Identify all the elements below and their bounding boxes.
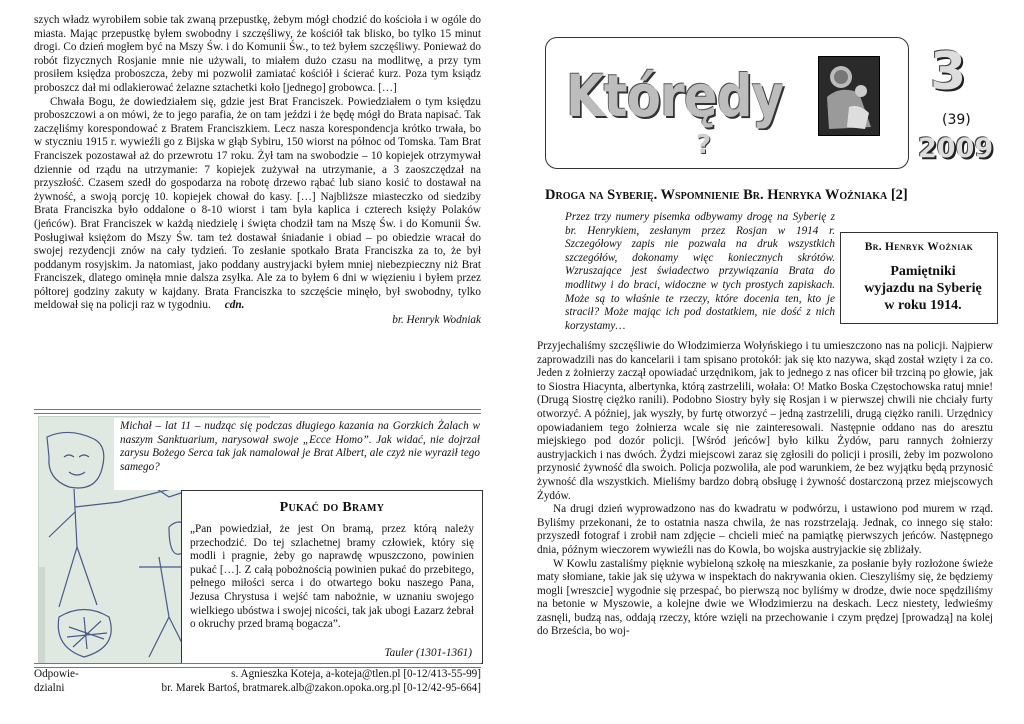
madonna-icon	[819, 57, 879, 135]
article-title: Droga na Syberię. Wspomnienie Br. Henryka Woźniaka [2]	[545, 187, 908, 203]
continued-mark: cdn.	[224, 299, 245, 312]
left-paragraph-2: Chwała Bogu, że dowiedziałem się, gdzie jest Brat Franciszek. Powiedziałem o tym księdzu proboszczowi a on mówi, że to jego parafia, że on tam jeździ i że będę mógł do Brata napisać. Tak zaczęliśmy korespondować z Bratem Franciszkiem. Lecz nasza korespondencja krótko trwała, bo w styczniu 1915 r. wywieźli go z Bijska w głąb Sybiru, 150 wiorst na północ od Tomska. Tam Brat Franciszek pozostawał aż do przewrotu 17 roku. Żył tam na swobodzie – 10 kopiejek otrzymywał dziennie od rządu na utrzymanie: 7 kopiejek zużywał na utrzymanie, a 3 zaoszczędzał na przyszłość. Czasem szedł do gospodarza na robotę drzewo rąbać lub siano kosić to dostawał na żywność, a swoją porcję 10. kopiejek chował do kasy. […] Najbliższe miasteczko od siedziby Brata Franciszka było oddalone o 8-10 wiorst i tam była kaplica i czterech księży Polaków (jeńców). Brat Franciszek w każdą niedzielę i święta chodził tam na Mszę Św. i do Komunii Św. Posługiwał księżom do Mszy Św. tam też dostawał śniadanie i obiad – po obiedzie wracał do swojej rezydencji znów na cały tydzień. To zesłanie spotkało Brata Franciszka za to, że był poddanym rosyjskim. Ja natomiast, jako poddany austryjacki byłem mniej niebezpieczny niż Brat Franciszek, dlatego ominęła mnie dalsza zsyłka. Ale za to byłem 6 dni w więzieniu i byłem przez półtorej godziny zakuty w kajdany. Brata Franciszka to szczęście minęło, był swobodny, tylko meldował się na policji raz w tygodniu. cdn.	[34, 95, 481, 312]
masthead-question-mark: ?	[696, 130, 712, 160]
quote-box-author: Tauler (1301-1361)	[384, 647, 472, 659]
masthead	[545, 37, 909, 169]
article-paragraph-3: W Kowlu zastaliśmy pięknie wybieloną szkołę na mieszkanie, za posłanie były rozłożone świeże maty słomiane, takie jak się używa w inspektach do nakrywania okien. Cieszyliśmy się, że będziemy mogli [wreszcie] wygodnie się przespać, bo pierwszą noc byliśmy w drodze, dwie noce spędziliśmy na betonie w Myszowie, a kolejne dwie we Włodzimierzu na deskach. Lecz niestety, ledwieśmy zasnęli, budzą nas, oddają rzeczy, które wzięli na przechowanie i czym prędzej [prowadzą] na kolej do Brześcia, bo woj-	[537, 557, 993, 638]
footer-label-1: Odpowie-	[34, 668, 79, 680]
quote-box	[181, 490, 483, 664]
article-paragraph-2: Na drugi dzień wyprowadzono nas do kwadratu w podwórzu, i ustawiono pod murem w rząd. Byliśmy przekonani, że to ostatnia nasza chwila, że nas rozstrzelają. Jednak, co innego się stało: przyszedł fotograf i zrobił nam zdjęcie – chcieli mieć na pamiątkę pierwszych jeńców. Następnego dnia, późnym wieczorem wywieźli nas do Kowla, bo wojska austryjackie się zbliżały.	[537, 503, 993, 556]
footer-label-2: dzialni	[34, 682, 65, 694]
left-article-text	[34, 14, 481, 328]
memoir-title-line-2: wyjazdu na Syberię	[864, 281, 982, 296]
masthead-title: Którędy	[566, 62, 784, 130]
left-paragraph-1: szych władz wyrobiłem sobie tak zwaną przepustkę, żebym mógł chodzić do kościoła i w ogóle do miasta. Mając przepustkę byłem swobodny i szczęśliwy, że kościół tak blisko, bo tylko 15 minut drogi. Co dzień mogłem być na Mszy Św. i do Komunii Św., to też byłem szczęśliwy. Ponieważ do robót fizycznych Rosjanie mnie nie używali, to miałem dużo czasu na modlitwę, a przy tym prosiłem księdza proboszcza, żeby mi pozwolił zamiatać kościół i ścierać kurz. Poza tym ksiądz proboszcz dał mi odlakierować żelazne sztachetki koło [jednego] grobowca. […]	[34, 14, 481, 94]
article-intro: Przez trzy numery pisemka odbywamy drogę na Syberię z br. Henrykiem, zesłanym przez Rosjan w 1914 r. Szczegółowy zapis nie pozwala na druk wszystkich szczegółów, dokonamy więc koniecznych skrótów. Wzruszające jest świadectwo przywiązania Brata do modlitwy i do braci, widoczne w tych prostych zapiskach. Może są to właśnie te rzeczy, które docenia ten, kto je stracił? Może mając ich pod dostatkiem, nie dość z nich korzystamy…	[565, 211, 835, 332]
quote-box-title: Pukać do Bramy	[279, 500, 385, 515]
drawing-caption: Michał – lat 11 – nudząc się podczas długiego kazania na Gorzkich Żalach w naszym Sanktuarium, narysował swoje „Ecce Homo”. Jak widać, nie dojrzał zarysu Bożego Serca tak jak namalował je Brat Albert, ale czyż nie wyraził tego samego?	[120, 420, 480, 473]
memoir-title-line-3: w roku 1914.	[884, 298, 962, 313]
footer-contact-1: s. Agnieszka Koteja, a-koteja@tlen.pl [0-12/413-55-99]	[231, 668, 481, 680]
memoir-title-line-1: Pamiętniki	[890, 264, 956, 279]
footer-contact-2: br. Marek Bartoś, bratmarek.alb@zakon.opoka.org.pl [0-12/42-95-664]	[161, 682, 481, 694]
memoir-author: Br. Henryk Woźniak	[864, 241, 974, 253]
issue-cumulative-number: (39)	[942, 112, 971, 128]
quote-box-text: „Pan powiedział, że jest On bramą, przez którą należy przechodzić. Do tej szlachetnej bramy człowiek, który się modli i pragnie, żeby go naprawdę wpuszczono, powinien pukać […]. Z całą pobożnością powinien pukać do przebitego, pełnego miłości serca i do otwartego boku naszego Pana, Jezusa Chrystusa i wejść tam nabożnie, w uznaniu swojego wielkiego ubóstwa i swojej nicości, tak jak ubogi Łazarz żebrał o okruchy przed bramą bogacza”.	[190, 523, 474, 631]
article-body	[537, 340, 993, 639]
editors-footer	[34, 667, 481, 695]
signature: br. Henryk Wodniak	[392, 314, 481, 327]
divider-rule	[34, 409, 481, 414]
memoir-box	[840, 232, 998, 324]
issue-year: 2009	[918, 133, 994, 164]
article-paragraph-1: Przyjechaliśmy szczęśliwie do Włodzimierza Wołyńskiego i tu umieszczono nas na policji. Najpierw zaprowadzili nas do kancelarii i tam spisano protokół: jak się kto nazywa, skąd został wzięty i za co. Jeden z żołnierzy zaczął opowiadać urzędnikom, jak to jednego z nas oficer bił trzciną po głowie, jak to Siostra Hiacynta, albertynka, którą zastrzelili, wołała: O! Matko Boska Częstochowska ratuj mnie! (Drugą Siostrę ciężko ranili). Podobno Siostry były się Rosjan i w pierwszej chwili nie chciały furty otworzyć. A później, jak wyszły, by furtę otworzyć – jedną zastrzelili, drugą ciężko ranili. Urzędnicy opowiadaniem tego żołnierza wcale się nie zainteresowali. Następnie oddano nas do aresztu miejskiego pod dozór policji. [Wśród jeńców] było kilku Żydów, paru rannych żołnierzy austryjackich i nas dwóch. Żydzi miejscowi zaraz się zgłosili do policji i prosili, żeby im pozwolono przynosić żywność dla swoich. Policja pozwoliła, ale pod warunkiem, że bez wyjątku będą przynosić żywność dla wszystkich. Mieliśmy bardzo dobrą obsługę i żywność dostarczoną przez miejscowych Żydów.	[537, 340, 993, 502]
memoir-title	[853, 263, 993, 314]
issue-number: 3	[930, 42, 967, 102]
religious-icon-image	[818, 56, 880, 136]
